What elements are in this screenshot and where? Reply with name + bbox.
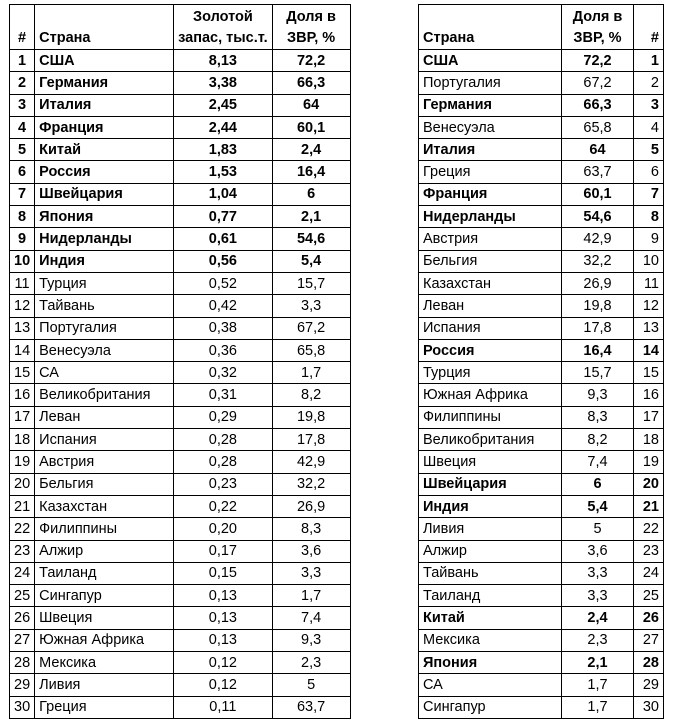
country-cell: Великобритания [419, 429, 562, 451]
header-cell: # [634, 5, 664, 50]
table-row [419, 272, 664, 294]
country-cell: Австрия [419, 228, 562, 250]
table-row [419, 50, 664, 72]
country-cell: Леван [35, 406, 174, 428]
rank-cell: 6 [634, 161, 664, 183]
country-cell: Венесуэла [35, 339, 174, 361]
rank-cell: 23 [634, 540, 664, 562]
rank-cell: 27 [10, 629, 35, 651]
country-cell: Филиппины [35, 518, 174, 540]
rank-cell: 19 [634, 451, 664, 473]
country-cell: Австрия [35, 451, 174, 473]
reserve-share-cell: 3,6 [562, 540, 634, 562]
table-row [10, 652, 351, 674]
country-cell: Испания [419, 317, 562, 339]
reserve-share-cell: 16,4 [562, 339, 634, 361]
table-row [10, 228, 351, 250]
table-row [10, 161, 351, 183]
gold-reserve-cell: 0,31 [174, 384, 272, 406]
table-row [419, 183, 664, 205]
country-cell: Япония [35, 206, 174, 228]
gold-reserve-table-header [10, 5, 351, 50]
reserve-share-cell: 1,7 [272, 585, 350, 607]
table-row [419, 629, 664, 651]
reserve-share-cell: 72,2 [562, 50, 634, 72]
rank-cell: 21 [10, 495, 35, 517]
rank-cell: 13 [634, 317, 664, 339]
reserve-share-cell: 42,9 [562, 228, 634, 250]
country-cell: Португалия [419, 72, 562, 94]
header-cell: Доля в ЗВР, % [562, 5, 634, 50]
rank-cell: 7 [10, 183, 35, 205]
table-row [10, 250, 351, 272]
reserve-share-cell: 60,1 [272, 116, 350, 138]
table-row [419, 72, 664, 94]
reserve-share-cell: 5 [562, 518, 634, 540]
reserve-share-cell: 17,8 [272, 429, 350, 451]
table-row [419, 451, 664, 473]
table-row [10, 116, 351, 138]
country-cell: СА [35, 362, 174, 384]
reserve-share-cell: 66,3 [272, 72, 350, 94]
table-row [10, 384, 351, 406]
reserve-share-table-header [419, 5, 664, 50]
table-row [419, 540, 664, 562]
country-cell: Тайвань [35, 295, 174, 317]
country-cell: Сингапур [35, 585, 174, 607]
rank-cell: 15 [634, 362, 664, 384]
reserve-share-table [418, 4, 664, 719]
table-row [10, 429, 351, 451]
table-row [10, 406, 351, 428]
rank-cell: 28 [10, 652, 35, 674]
reserve-share-cell: 72,2 [272, 50, 350, 72]
rank-cell: 29 [10, 674, 35, 696]
rank-cell: 8 [634, 206, 664, 228]
reserve-share-cell: 65,8 [272, 339, 350, 361]
country-cell: Германия [35, 72, 174, 94]
reserve-share-cell: 32,2 [562, 250, 634, 272]
rank-cell: 16 [634, 384, 664, 406]
table-row [419, 429, 664, 451]
gold-reserve-cell: 8,13 [174, 50, 272, 72]
reserve-share-cell: 15,7 [272, 272, 350, 294]
table-row [10, 339, 351, 361]
rank-cell: 5 [634, 139, 664, 161]
table-row [419, 607, 664, 629]
reserve-share-cell: 9,3 [272, 629, 350, 651]
reserve-share-cell: 3,6 [272, 540, 350, 562]
reserve-share-cell: 2,4 [562, 607, 634, 629]
reserve-share-cell: 1,7 [562, 696, 634, 718]
reserve-share-cell: 67,2 [272, 317, 350, 339]
rank-cell: 5 [10, 139, 35, 161]
gold-reserve-table [9, 4, 351, 719]
rank-cell: 18 [10, 429, 35, 451]
rank-cell: 2 [10, 72, 35, 94]
table-row [419, 585, 664, 607]
reserve-share-cell: 5,4 [272, 250, 350, 272]
gold-reserve-cell: 0,23 [174, 473, 272, 495]
table-row [419, 94, 664, 116]
gold-reserve-cell: 0,36 [174, 339, 272, 361]
table-row [419, 228, 664, 250]
rank-cell: 25 [634, 585, 664, 607]
reserve-share-cell: 67,2 [562, 72, 634, 94]
reserve-share-cell: 66,3 [562, 94, 634, 116]
header-cell: Страна [419, 5, 562, 50]
gold-reserve-cell: 0,56 [174, 250, 272, 272]
country-cell: Филиппины [419, 406, 562, 428]
rank-cell: 20 [634, 473, 664, 495]
table-row [10, 495, 351, 517]
gold-reserve-cell: 0,13 [174, 585, 272, 607]
gold-reserve-cell: 0,28 [174, 429, 272, 451]
reserve-share-cell: 64 [272, 94, 350, 116]
country-cell: Португалия [35, 317, 174, 339]
rank-cell: 30 [10, 696, 35, 718]
country-cell: Бельгия [35, 473, 174, 495]
country-cell: США [419, 50, 562, 72]
reserve-share-cell: 8,2 [272, 384, 350, 406]
table-row [10, 362, 351, 384]
country-cell: Алжир [35, 540, 174, 562]
header-cell: Золотой запас, тыс.т. [174, 5, 272, 50]
country-cell: Швейцария [419, 473, 562, 495]
rank-cell: 2 [634, 72, 664, 94]
table-row [419, 295, 664, 317]
rank-cell: 13 [10, 317, 35, 339]
rank-cell: 15 [10, 362, 35, 384]
table-row [10, 206, 351, 228]
rank-cell: 9 [10, 228, 35, 250]
gold-reserve-cell: 0,17 [174, 540, 272, 562]
table-row [10, 139, 351, 161]
reserve-share-cell: 3,3 [272, 562, 350, 584]
gold-reserve-cell: 2,45 [174, 94, 272, 116]
gold-reserve-cell: 1,04 [174, 183, 272, 205]
table-row [419, 674, 664, 696]
gold-reserve-cell: 0,42 [174, 295, 272, 317]
gold-reserve-cell: 0,12 [174, 652, 272, 674]
gold-reserve-cell: 0,38 [174, 317, 272, 339]
table-row [419, 362, 664, 384]
reserve-share-cell: 42,9 [272, 451, 350, 473]
rank-cell: 7 [634, 183, 664, 205]
gold-reserve-cell: 0,77 [174, 206, 272, 228]
rank-cell: 24 [10, 562, 35, 584]
gold-reserve-cell: 0,13 [174, 607, 272, 629]
reserve-share-cell: 26,9 [562, 272, 634, 294]
table-row [10, 183, 351, 205]
reserve-share-cell: 63,7 [272, 696, 350, 718]
reserve-share-cell: 1,7 [272, 362, 350, 384]
country-cell: Китай [35, 139, 174, 161]
country-cell: Франция [419, 183, 562, 205]
country-cell: Турция [419, 362, 562, 384]
rank-cell: 25 [10, 585, 35, 607]
rank-cell: 22 [634, 518, 664, 540]
table-row [10, 518, 351, 540]
table-row [10, 451, 351, 473]
rank-cell: 29 [634, 674, 664, 696]
reserve-share-cell: 19,8 [562, 295, 634, 317]
reserve-share-cell: 7,4 [272, 607, 350, 629]
table-row [419, 562, 664, 584]
gold-reserve-cell: 2,44 [174, 116, 272, 138]
reserve-share-cell: 9,3 [562, 384, 634, 406]
gold-reserve-cell: 1,53 [174, 161, 272, 183]
rank-cell: 11 [634, 272, 664, 294]
country-cell: Швейцария [35, 183, 174, 205]
table-row [419, 139, 664, 161]
table-row [10, 585, 351, 607]
rank-cell: 28 [634, 652, 664, 674]
reserve-share-cell: 65,8 [562, 116, 634, 138]
rank-cell: 12 [10, 295, 35, 317]
country-cell: Германия [419, 94, 562, 116]
rank-cell: 17 [634, 406, 664, 428]
country-cell: Мексика [35, 652, 174, 674]
rank-cell: 11 [10, 272, 35, 294]
reserve-share-cell: 17,8 [562, 317, 634, 339]
country-cell: Казахстан [419, 272, 562, 294]
country-cell: Китай [419, 607, 562, 629]
country-cell: Россия [35, 161, 174, 183]
reserve-share-cell: 19,8 [272, 406, 350, 428]
rank-cell: 22 [10, 518, 35, 540]
rank-cell: 4 [634, 116, 664, 138]
rank-cell: 21 [634, 495, 664, 517]
table-row [10, 540, 351, 562]
rank-cell: 3 [10, 94, 35, 116]
country-cell: Алжир [419, 540, 562, 562]
rank-cell: 12 [634, 295, 664, 317]
table-row [10, 94, 351, 116]
table-row [419, 161, 664, 183]
reserve-share-cell: 2,3 [272, 652, 350, 674]
country-cell: Южная Африка [419, 384, 562, 406]
table-row [10, 272, 351, 294]
country-cell: Казахстан [35, 495, 174, 517]
country-cell: Италия [35, 94, 174, 116]
table-row [10, 696, 351, 718]
reserve-share-cell: 3,3 [272, 295, 350, 317]
header-cell: Страна [35, 5, 174, 50]
country-cell: Швеция [419, 451, 562, 473]
gold-reserve-cell: 0,52 [174, 272, 272, 294]
country-cell: Сингапур [419, 696, 562, 718]
gold-reserve-table-body [10, 50, 351, 719]
table-row [10, 674, 351, 696]
rank-cell: 1 [634, 50, 664, 72]
reserve-share-table-body [419, 50, 664, 719]
country-cell: Швеция [35, 607, 174, 629]
reserve-share-cell: 54,6 [272, 228, 350, 250]
table-row [419, 339, 664, 361]
gold-reserve-cell: 0,15 [174, 562, 272, 584]
country-cell: Греция [35, 696, 174, 718]
country-cell: Тайвань [419, 562, 562, 584]
reserve-share-cell: 2,1 [272, 206, 350, 228]
table-row [419, 495, 664, 517]
table-row [419, 473, 664, 495]
rank-cell: 26 [10, 607, 35, 629]
table-row [419, 116, 664, 138]
rank-cell: 6 [10, 161, 35, 183]
country-cell: СА [419, 674, 562, 696]
reserve-share-cell: 5,4 [562, 495, 634, 517]
gold-reserve-cell: 1,83 [174, 139, 272, 161]
country-cell: Южная Африка [35, 629, 174, 651]
rank-cell: 16 [10, 384, 35, 406]
reserve-share-cell: 7,4 [562, 451, 634, 473]
reserve-share-cell: 6 [272, 183, 350, 205]
reserve-share-cell: 32,2 [272, 473, 350, 495]
rank-cell: 18 [634, 429, 664, 451]
reserve-share-cell: 64 [562, 139, 634, 161]
reserve-share-cell: 54,6 [562, 206, 634, 228]
country-cell: Турция [35, 272, 174, 294]
table-row [10, 72, 351, 94]
country-cell: Италия [419, 139, 562, 161]
table-row [419, 518, 664, 540]
reserve-share-cell: 3,3 [562, 585, 634, 607]
rank-cell: 14 [10, 339, 35, 361]
table-row [419, 317, 664, 339]
country-cell: Таиланд [35, 562, 174, 584]
rank-cell: 23 [10, 540, 35, 562]
gold-reserve-cell: 0,22 [174, 495, 272, 517]
reserve-share-cell: 2,3 [562, 629, 634, 651]
country-cell: Мексика [419, 629, 562, 651]
table-row [10, 562, 351, 584]
table-row [10, 629, 351, 651]
table-row [419, 250, 664, 272]
country-cell: Япония [419, 652, 562, 674]
country-cell: Россия [419, 339, 562, 361]
table-row [419, 384, 664, 406]
reserve-share-cell: 16,4 [272, 161, 350, 183]
gold-reserve-cell: 0,12 [174, 674, 272, 696]
country-cell: США [35, 50, 174, 72]
table-row [419, 206, 664, 228]
reserve-share-cell: 2,1 [562, 652, 634, 674]
table-row [10, 50, 351, 72]
country-cell: Нидерланды [419, 206, 562, 228]
table-row [10, 295, 351, 317]
country-cell: Индия [419, 495, 562, 517]
country-cell: Бельгия [419, 250, 562, 272]
reserve-share-cell: 8,3 [562, 406, 634, 428]
reserve-share-cell: 2,4 [272, 139, 350, 161]
rank-cell: 14 [634, 339, 664, 361]
table-row [419, 406, 664, 428]
rank-cell: 24 [634, 562, 664, 584]
gold-reserve-cell: 0,32 [174, 362, 272, 384]
reserve-share-cell: 8,3 [272, 518, 350, 540]
rank-cell: 26 [634, 607, 664, 629]
country-cell: Великобритания [35, 384, 174, 406]
country-cell: Таиланд [419, 585, 562, 607]
country-cell: Ливия [419, 518, 562, 540]
reserve-share-cell: 1,7 [562, 674, 634, 696]
reserve-share-cell: 60,1 [562, 183, 634, 205]
country-cell: Франция [35, 116, 174, 138]
gold-reserve-cell: 0,29 [174, 406, 272, 428]
reserve-share-cell: 5 [272, 674, 350, 696]
country-cell: Испания [35, 429, 174, 451]
reserve-share-cell: 15,7 [562, 362, 634, 384]
rank-cell: 8 [10, 206, 35, 228]
rank-cell: 10 [10, 250, 35, 272]
country-cell: Нидерланды [35, 228, 174, 250]
rank-cell: 27 [634, 629, 664, 651]
header-cell: Доля в ЗВР, % [272, 5, 350, 50]
rank-cell: 10 [634, 250, 664, 272]
rank-cell: 19 [10, 451, 35, 473]
table-row [10, 607, 351, 629]
gold-reserve-cell: 0,13 [174, 629, 272, 651]
gold-reserve-cell: 3,38 [174, 72, 272, 94]
reserve-share-cell: 8,2 [562, 429, 634, 451]
gold-reserve-cell: 0,11 [174, 696, 272, 718]
reserve-share-cell: 6 [562, 473, 634, 495]
reserve-share-cell: 3,3 [562, 562, 634, 584]
rank-cell: 20 [10, 473, 35, 495]
country-cell: Венесуэла [419, 116, 562, 138]
reserve-share-cell: 63,7 [562, 161, 634, 183]
gold-reserve-cell: 0,28 [174, 451, 272, 473]
table-row [10, 473, 351, 495]
country-cell: Ливия [35, 674, 174, 696]
rank-cell: 4 [10, 116, 35, 138]
rank-cell: 3 [634, 94, 664, 116]
table-row [419, 696, 664, 718]
table-row [10, 317, 351, 339]
reserve-share-cell: 26,9 [272, 495, 350, 517]
rank-cell: 9 [634, 228, 664, 250]
header-cell: # [10, 5, 35, 50]
table-row [419, 652, 664, 674]
country-cell: Греция [419, 161, 562, 183]
rank-cell: 30 [634, 696, 664, 718]
rank-cell: 17 [10, 406, 35, 428]
gold-reserve-cell: 0,20 [174, 518, 272, 540]
rank-cell: 1 [10, 50, 35, 72]
gold-reserve-cell: 0,61 [174, 228, 272, 250]
country-cell: Индия [35, 250, 174, 272]
country-cell: Леван [419, 295, 562, 317]
